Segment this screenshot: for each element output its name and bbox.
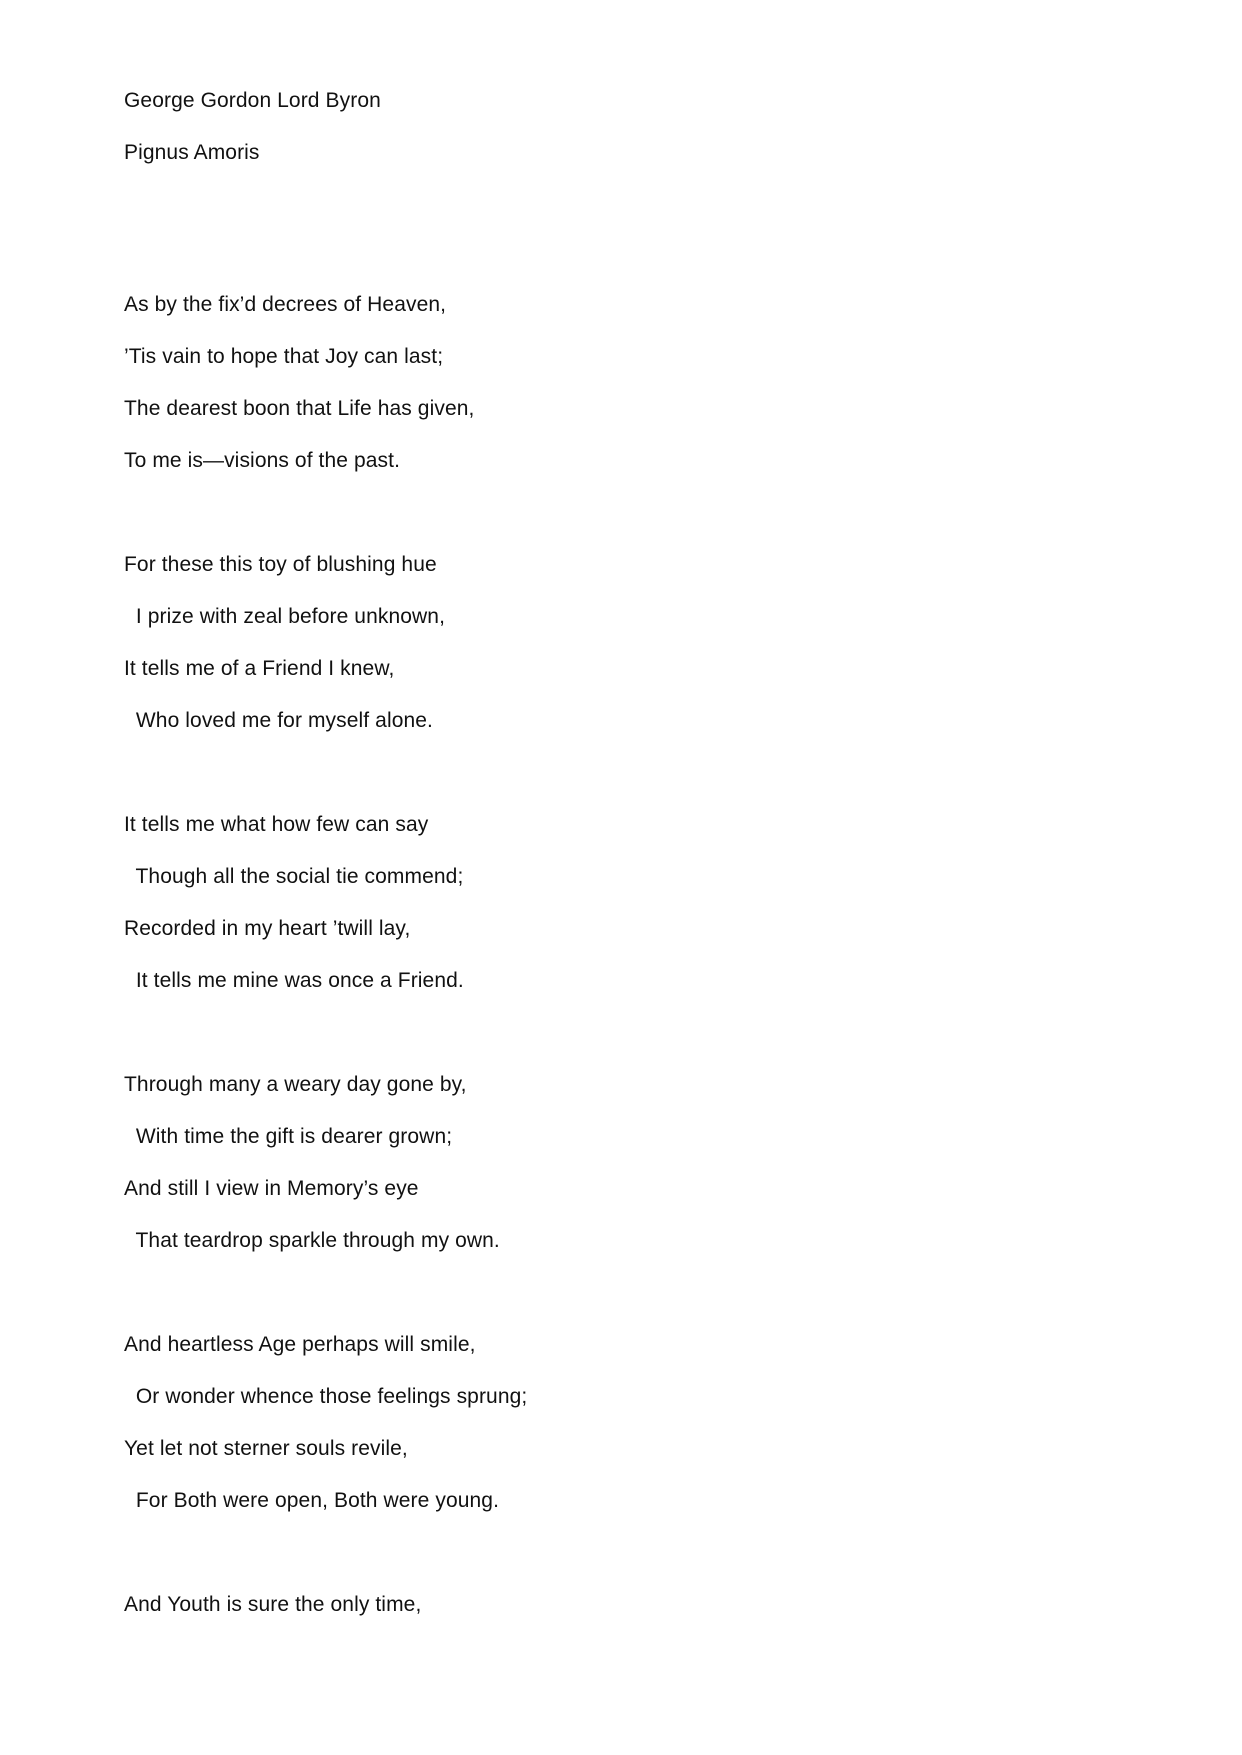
poem-line: As by the fix’d decrees of Heaven, bbox=[124, 293, 447, 316]
poem-line: And still I view in Memory’s eye bbox=[124, 1177, 419, 1200]
poem-line: ’Tis vain to hope that Joy can last; bbox=[124, 345, 444, 368]
poem-line: The dearest boon that Life has given, bbox=[124, 397, 475, 420]
poem-line: To me is—visions of the past. bbox=[124, 449, 401, 472]
author-name: George Gordon Lord Byron bbox=[124, 89, 381, 112]
poem-line: That teardrop sparkle through my own. bbox=[124, 1229, 500, 1252]
poem-line: For these this toy of blushing hue bbox=[124, 553, 437, 576]
poem-line: And heartless Age perhaps will smile, bbox=[124, 1333, 476, 1356]
poem-line: Though all the social tie commend; bbox=[124, 865, 464, 888]
poem-line: I prize with zeal before unknown, bbox=[124, 605, 446, 628]
poem-line: Yet let not sterner souls revile, bbox=[124, 1437, 408, 1460]
poem-line: Recorded in my heart ’twill lay, bbox=[124, 917, 411, 940]
poem-line: And Youth is sure the only time, bbox=[124, 1593, 422, 1616]
poem-line: It tells me what how few can say bbox=[124, 813, 429, 836]
poem-line: It tells me of a Friend I knew, bbox=[124, 657, 395, 680]
poem-line: It tells me mine was once a Friend. bbox=[124, 969, 464, 992]
poem-line: Who loved me for myself alone. bbox=[124, 709, 433, 732]
poem-line: With time the gift is dearer grown; bbox=[124, 1125, 453, 1148]
poem-title: Pignus Amoris bbox=[124, 141, 260, 164]
poem-line: Through many a weary day gone by, bbox=[124, 1073, 467, 1096]
poem-line: For Both were open, Both were young. bbox=[124, 1489, 500, 1512]
poem-line: Or wonder whence those feelings sprung; bbox=[124, 1385, 528, 1408]
